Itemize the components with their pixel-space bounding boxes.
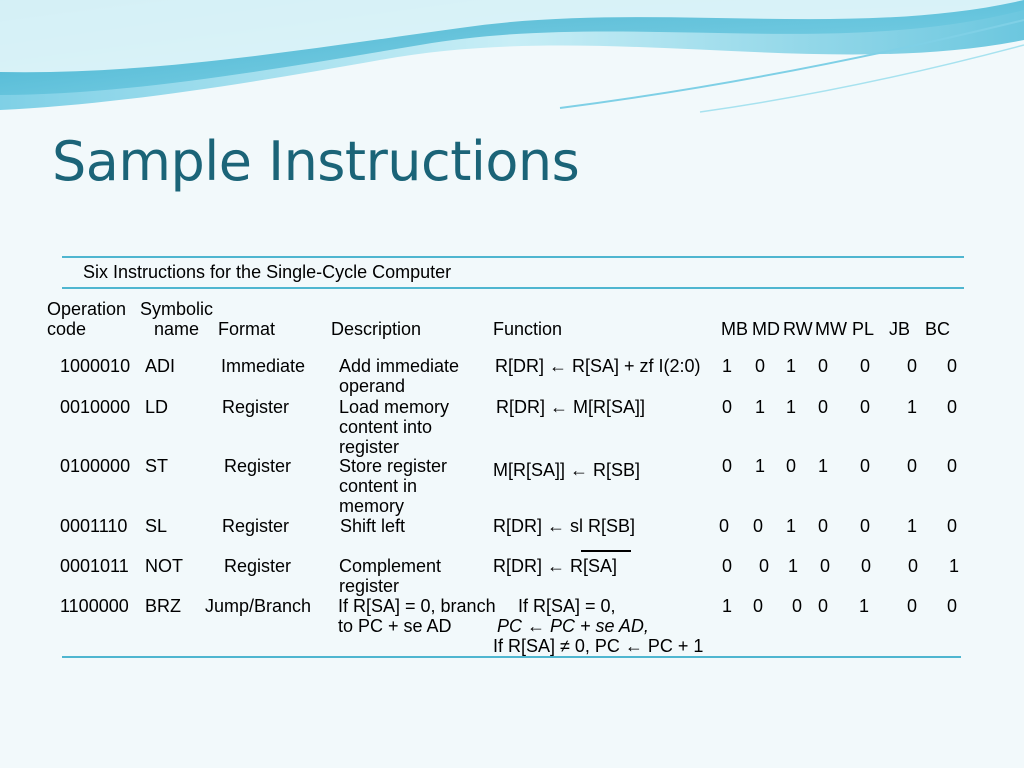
row-ld-name: LD: [145, 397, 169, 417]
row-adi-function: R[DR] ← R[SA] + zf I(2:0): [495, 356, 701, 376]
row-sl-mb: 0: [719, 516, 730, 536]
row-brz-description: If R[SA] = 0, branch to PC + se AD: [338, 596, 496, 636]
row-brz-function-line1: If R[SA] = 0,: [518, 596, 616, 616]
row-adi-mw: 0: [818, 356, 829, 376]
row-not-function: R[DR] ← R[SA]: [493, 556, 618, 576]
row-brz-function-line2: PC ← PC + se AD,: [497, 616, 649, 636]
row-ld-mb: 0: [722, 397, 733, 417]
row-not-jb: 0: [908, 556, 919, 576]
row-st-description: Store register content in memory: [339, 456, 448, 516]
row-brz-rw: 0: [792, 596, 803, 616]
header-pl: PL: [852, 319, 875, 339]
row-brz-mb: 1: [722, 596, 733, 616]
row-sl-format: Register: [222, 516, 290, 536]
row-ld-bc: 0: [947, 397, 958, 417]
row-not-opcode: 0001011: [60, 556, 129, 576]
row-adi-description: Add immediate operand: [339, 356, 460, 396]
row-not-mw: 0: [820, 556, 831, 576]
row-st-rw: 0: [786, 456, 797, 476]
row-not-bc: 1: [949, 556, 960, 576]
row-brz-jb: 0: [907, 596, 918, 616]
header-md: MD: [752, 319, 780, 339]
header-bc: BC: [925, 319, 951, 339]
row-st-function: M[R[SA]] ← R[SB]: [493, 460, 641, 480]
row-adi-pl: 0: [860, 356, 871, 376]
row-sl-description: Shift left: [340, 516, 406, 536]
header-top-rule: [62, 287, 964, 289]
table-caption: Six Instructions for the Single-Cycle Computer: [83, 262, 452, 282]
row-sl-md: 0: [753, 516, 764, 536]
row-adi-bc: 0: [947, 356, 958, 376]
row-ld-description: Load memory content into register: [339, 397, 450, 457]
row-ld-mw: 0: [818, 397, 829, 417]
row-st-name: ST: [145, 456, 169, 476]
header-jb: JB: [889, 319, 911, 339]
row-not-md: 0: [759, 556, 770, 576]
header-wave-graphic: [0, 0, 1024, 120]
table-top-rule: [62, 256, 964, 258]
row-ld-opcode: 0010000: [60, 397, 131, 417]
row-adi-name: ADI: [145, 356, 176, 376]
row-brz-mw: 0: [818, 596, 829, 616]
row-brz-pl: 1: [859, 596, 870, 616]
row-sl-pl: 0: [860, 516, 871, 536]
row-st-pl: 0: [860, 456, 871, 476]
row-adi-mb: 1: [722, 356, 733, 376]
row-brz-name: BRZ: [145, 596, 181, 616]
row-adi-rw: 1: [786, 356, 797, 376]
table-bottom-rule: [62, 656, 961, 658]
row-st-mw: 1: [818, 456, 829, 476]
row-ld-rw: 1: [786, 397, 797, 417]
row-not-name: NOT: [145, 556, 183, 576]
row-st-format: Register: [224, 456, 292, 476]
row-adi-format: Immediate: [221, 356, 306, 376]
row-sl-opcode: 0001110: [60, 516, 128, 536]
row-brz-md: 0: [753, 596, 764, 616]
row-ld-pl: 0: [860, 397, 871, 417]
slide-title: Sample Instructions: [52, 130, 580, 193]
row-adi-md: 0: [755, 356, 766, 376]
row-ld-format: Register: [222, 397, 290, 417]
row-ld-md: 1: [755, 397, 766, 417]
header-description: Description: [331, 319, 422, 339]
row-not-rw: 1: [788, 556, 799, 576]
row-sl-rw: 1: [786, 516, 797, 536]
row-sl-function: R[DR] ← sl R[SB]: [493, 516, 636, 536]
row-ld-jb: 1: [907, 397, 918, 417]
row-sl-bc: 0: [947, 516, 958, 536]
header-opcode: Operation code: [47, 299, 127, 339]
header-function: Function: [493, 319, 563, 339]
row-sl-jb: 1: [907, 516, 918, 536]
row-sl-mw: 0: [818, 516, 829, 536]
row-ld-function: R[DR] ← M[R[SA]]: [496, 397, 646, 417]
row-adi-jb: 0: [907, 356, 918, 376]
header-mb: MB: [721, 319, 748, 339]
not-complement-bar: [581, 550, 631, 552]
row-brz-function-line3: If R[SA] ≠ 0, PC ← PC + 1: [493, 636, 704, 656]
row-st-md: 1: [755, 456, 766, 476]
row-st-jb: 0: [907, 456, 918, 476]
row-st-mb: 0: [722, 456, 733, 476]
row-not-mb: 0: [722, 556, 733, 576]
row-st-bc: 0: [947, 456, 958, 476]
row-st-opcode: 0100000: [60, 456, 131, 476]
header-rw: RW: [783, 319, 813, 339]
header-format: Format: [218, 319, 276, 339]
row-not-pl: 0: [861, 556, 872, 576]
row-sl-name: SL: [145, 516, 168, 536]
row-adi-opcode: 1000010: [60, 356, 131, 376]
row-not-format: Register: [224, 556, 292, 576]
header-symbolic-name: Symbolic name: [140, 299, 214, 339]
row-brz-format: Jump/Branch: [205, 596, 312, 616]
row-brz-opcode: 1100000: [60, 596, 129, 616]
header-mw: MW: [815, 319, 847, 339]
row-not-description: Complement register: [339, 556, 442, 596]
row-brz-bc: 0: [947, 596, 958, 616]
